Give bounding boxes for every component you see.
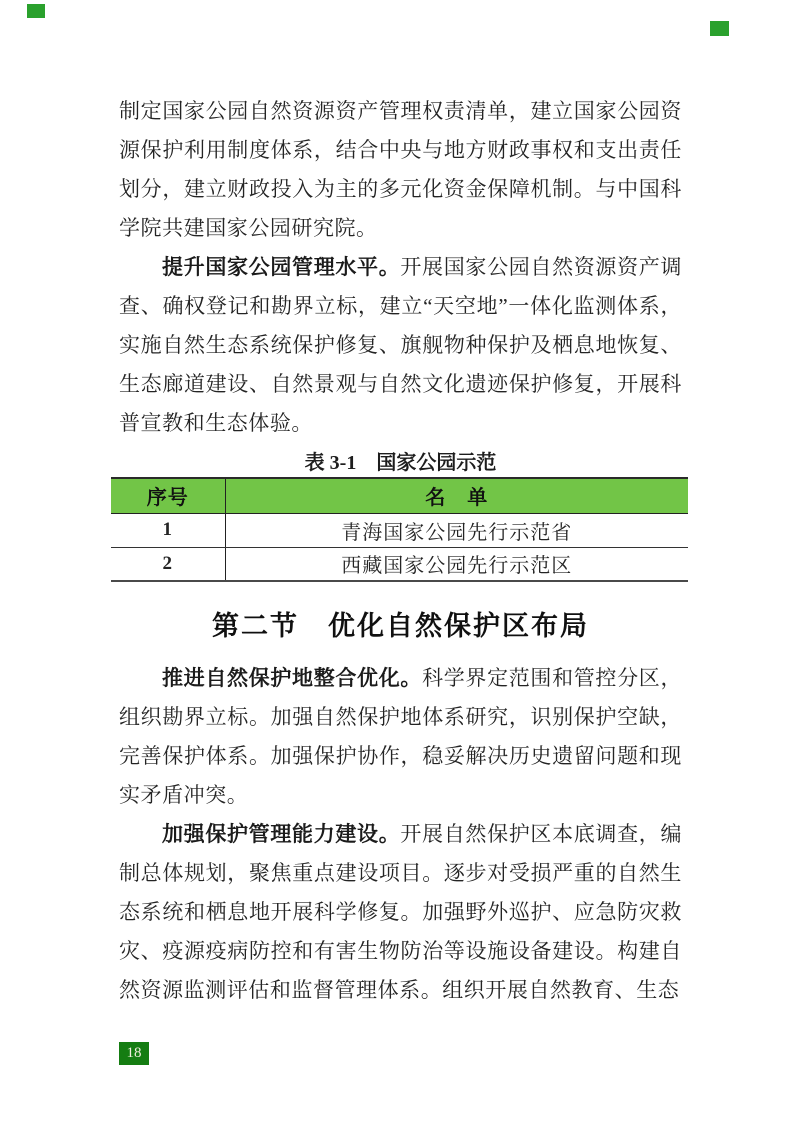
- paragraph-national-park-funding: [119, 92, 682, 248]
- table-row: [111, 547, 688, 581]
- paragraph-lead: 加强保护管理能力建设。: [162, 822, 401, 846]
- section-heading: 第二节 优化自然保护区布局: [212, 611, 589, 641]
- table-header-row: [111, 478, 688, 513]
- table-row: [111, 513, 688, 547]
- paragraph-text: 科学界定范围和管控分区，组织勘界立标。加强自然保护地体系研究，识别保护空缺，完善保护体系。加强保护协作，稳妥解决历史遗留问题和现实矛盾冲突。: [119, 666, 682, 807]
- paragraph-text: 制定国家公园自然资源资产管理权责清单，建立国家公园资源保护利用制度体系，结合中央与地方财政事权和支出责任划分，建立财政投入为主的多元化资金保障机制。与中国科学院共建国家公园研究院。: [119, 99, 682, 240]
- column-header-index: 序号: [111, 478, 225, 513]
- paragraph-lead: 提升国家公园管理水平。: [162, 255, 401, 279]
- paragraph-park-management: [119, 248, 682, 443]
- table-cell-name: 青海国家公园先行示范省: [225, 513, 688, 547]
- page-content: [119, 92, 682, 1010]
- column-header-name: 名 单: [225, 478, 688, 513]
- corner-mark-top-right: [710, 21, 729, 36]
- paragraph-reserve-optimization: [119, 659, 682, 815]
- paragraph-lead: 推进自然保护地整合优化。: [162, 666, 423, 690]
- table-cell-name: 西藏国家公园先行示范区: [341, 555, 573, 578]
- national-park-demo-table: [111, 477, 688, 582]
- table-cell-index: 1: [111, 513, 225, 547]
- paragraph-text: 开展自然保护区本底调查，编制总体规划，聚焦重点建设项目。逐步对受损严重的自然生态系统和栖息地开展科学修复。加强野外巡护、应急防灾救灾、疫源疫病防控和有害生物防治等设施设备建设。构建自然资源监测评估和监督管理体系。组织开展自然教育、生态: [119, 822, 682, 1002]
- paragraph-text: 开展国家公园自然资源资产调查、确权登记和勘界立标，建立“天空地”一体化监测体系，实施自然生态系统保护修复、旗舰物种保护及栖息地恢复、生态廊道建设、自然景观与自然文化遗迹保护修复，开展科普宣教和生态体验。: [119, 255, 682, 435]
- corner-mark-top-left: [27, 4, 45, 18]
- paragraph-protection-capacity: [119, 815, 682, 1010]
- table-caption: 表 3-1 国家公园示范: [304, 452, 497, 474]
- page-number-badge: 18: [119, 1042, 149, 1065]
- table-cell-index: 2: [111, 547, 225, 581]
